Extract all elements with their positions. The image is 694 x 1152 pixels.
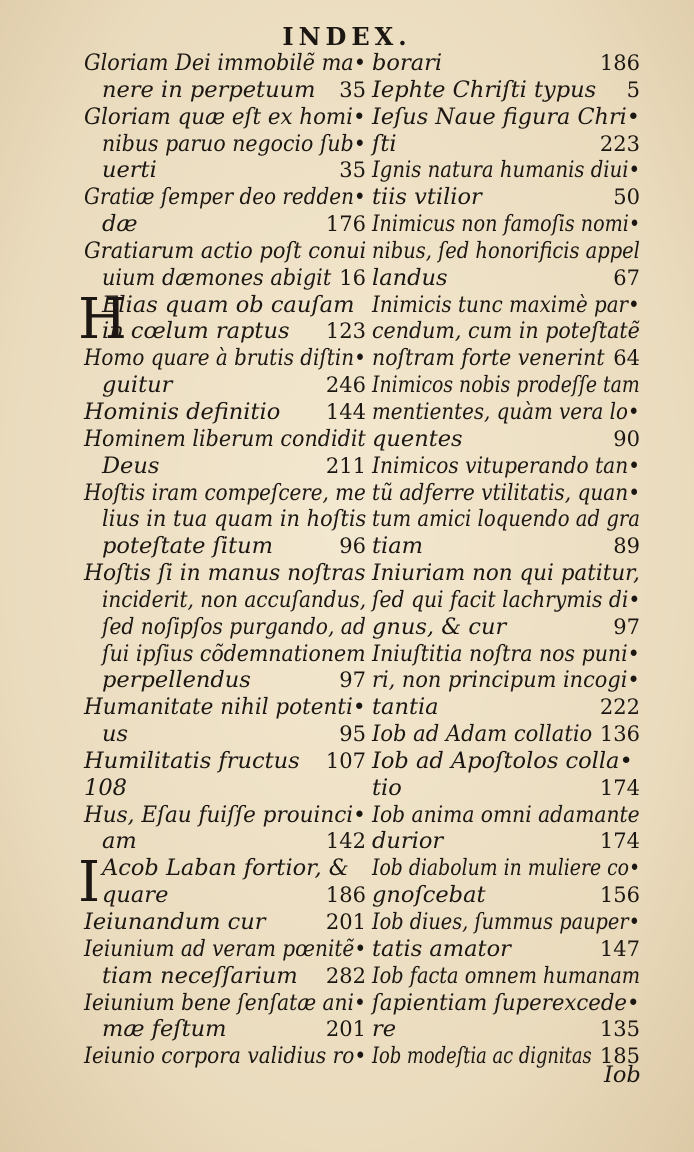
index-entry-text: Gloriam Dei immobilẽ ma• bbox=[84, 50, 366, 76]
index-line bbox=[372, 292, 640, 319]
index-entry-text: Elias quam ob cauſam bbox=[102, 291, 355, 318]
index-line bbox=[84, 318, 366, 345]
page-number: 142 bbox=[325, 829, 366, 854]
index-line bbox=[372, 184, 640, 211]
page-number: 96 bbox=[339, 534, 366, 559]
page-number: 123 bbox=[325, 319, 366, 344]
index-line bbox=[84, 345, 366, 372]
index-line bbox=[372, 614, 640, 641]
catchword: Iob bbox=[604, 1062, 641, 1088]
index-line bbox=[372, 828, 640, 855]
index-line bbox=[84, 614, 366, 641]
index-line bbox=[372, 345, 640, 372]
index-entry-text: gnoſcebat bbox=[372, 882, 486, 909]
index-entry-text: Gratiæ ſemper deo redden• bbox=[84, 184, 366, 211]
page-number: 135 bbox=[599, 1017, 640, 1042]
index-line bbox=[84, 157, 366, 184]
index-line bbox=[84, 372, 366, 399]
index-entry-text: Iniuriam non qui patitur, bbox=[372, 560, 640, 587]
index-entry-text: mæ feſtum bbox=[102, 1016, 227, 1043]
index-entry-text: am bbox=[102, 828, 137, 855]
index-line bbox=[84, 426, 366, 453]
index-entry-text: Gratiarum actio poſt conui bbox=[84, 237, 367, 264]
page-number: 16 bbox=[339, 265, 366, 290]
index-entry-text: lius in tua quam in hoſtis bbox=[102, 506, 367, 533]
index-line bbox=[372, 936, 640, 963]
index-entry-text: Gloriam quæ eſt ex homi• bbox=[84, 103, 366, 130]
index-line bbox=[84, 694, 366, 721]
index-line bbox=[372, 1043, 640, 1070]
index-entry-text: tatis amator bbox=[372, 935, 511, 962]
index-entry-text: us bbox=[102, 721, 129, 748]
index-entry-text: Ieiunio corpora validius ro• bbox=[84, 1043, 367, 1070]
index-line bbox=[372, 265, 640, 292]
index-entry-text: nere in perpetuum bbox=[102, 76, 316, 103]
index-entry-text: ſed noſipſos purgando, ad bbox=[102, 613, 366, 640]
page-number: 90 bbox=[613, 426, 640, 451]
index-line bbox=[84, 748, 366, 775]
page-number: 35 bbox=[339, 158, 366, 183]
index-line bbox=[372, 372, 640, 399]
index-line bbox=[84, 882, 366, 909]
index-entry-text: Iob anima omni adamante bbox=[372, 801, 640, 828]
index-entry-text: Ieiunium ad veram pœnitẽ• bbox=[84, 935, 367, 962]
index-entry-text: gnus, & cur bbox=[372, 613, 507, 640]
drop-capital: I bbox=[78, 850, 101, 916]
index-line bbox=[372, 77, 640, 104]
index-line bbox=[372, 721, 640, 748]
index-entry-text: mentientes, quàm vera lo• bbox=[372, 398, 640, 425]
index-line bbox=[84, 587, 366, 614]
index-entry-text: quentes bbox=[372, 425, 463, 452]
index-line bbox=[84, 828, 366, 855]
index-entry-text: ſed qui facit lachrymis di• bbox=[372, 586, 641, 613]
index-entry-text: tũ adferre vtilitatis, quan• bbox=[372, 479, 641, 506]
index-entry-text: ri, non principum incogi• bbox=[372, 667, 640, 694]
index-entry-text: Iob modeſtia ac dignitas bbox=[372, 1043, 592, 1070]
index-entry-text: Iob diabolum in muliere co• bbox=[372, 855, 641, 882]
index-line bbox=[372, 533, 640, 560]
page-number: 211 bbox=[325, 453, 366, 478]
index-line bbox=[84, 667, 366, 694]
index-entry-text: re bbox=[372, 1016, 397, 1043]
index-line bbox=[372, 775, 640, 802]
index-entry-text: Hoſtis ſi in manus noſtras bbox=[84, 560, 366, 587]
page-number: 107 bbox=[325, 748, 366, 773]
index-line bbox=[84, 963, 366, 990]
page-number: 223 bbox=[599, 131, 640, 156]
index-entry-text: Iniuſtitia noſtra nos puni• bbox=[372, 640, 640, 667]
index-line bbox=[372, 909, 640, 936]
index-entry-text: Humilitatis fructus bbox=[84, 747, 300, 774]
index-line bbox=[372, 238, 640, 265]
page-number: 174 bbox=[599, 775, 640, 800]
index-line bbox=[372, 748, 640, 775]
index-entry-text: durior bbox=[372, 828, 444, 855]
index-line bbox=[372, 963, 640, 990]
index-line bbox=[84, 909, 366, 936]
index-entry-text: perpellendus bbox=[102, 667, 251, 694]
index-line bbox=[84, 399, 366, 426]
index-entry-text: guitur bbox=[102, 372, 173, 399]
index-entry-text: Inimicus non famoſis nomi• bbox=[372, 211, 641, 238]
drop-capital: H bbox=[78, 286, 127, 352]
index-entry-text: tantia bbox=[372, 694, 439, 721]
index-line bbox=[84, 533, 366, 560]
page-number: 64 bbox=[613, 346, 640, 371]
index-entry-text: inciderit, non accuſandus, bbox=[102, 586, 367, 613]
index-entry-text: in cœlum raptus bbox=[102, 318, 290, 345]
page-number: 50 bbox=[613, 185, 640, 210]
index-line bbox=[372, 560, 640, 587]
page-number: 144 bbox=[325, 399, 366, 424]
page-number: 174 bbox=[599, 829, 640, 854]
index-line bbox=[84, 1043, 366, 1070]
index-entry-text: Ieiunandum cur bbox=[84, 909, 266, 935]
page-number: 97 bbox=[613, 614, 640, 639]
page-number: 136 bbox=[599, 722, 640, 747]
page-number: 97 bbox=[339, 668, 366, 693]
index-line bbox=[372, 641, 640, 668]
index-entry-text: tio bbox=[372, 774, 402, 801]
index-entry-text: Iob ad Adam collatio bbox=[372, 721, 593, 748]
page-number: 89 bbox=[613, 534, 640, 559]
page-number: 176 bbox=[325, 212, 366, 237]
index-entry-text: Inimicos vituperando tan• bbox=[372, 452, 641, 479]
index-line bbox=[372, 480, 640, 507]
index-line bbox=[84, 238, 366, 265]
index-line bbox=[372, 855, 640, 882]
index-entry-text: landus bbox=[372, 264, 448, 291]
index-line bbox=[84, 721, 366, 748]
index-line bbox=[84, 184, 366, 211]
page-number: 5 bbox=[626, 77, 640, 102]
page-number: 95 bbox=[339, 722, 366, 747]
index-entry-text: Inimicos nobis prodeſſe tam bbox=[372, 372, 640, 399]
index-line bbox=[372, 802, 640, 829]
index-line bbox=[84, 990, 366, 1017]
page-number: 246 bbox=[325, 373, 366, 398]
index-line bbox=[372, 399, 640, 426]
index-entry-text: Iob facta omnem humanam bbox=[372, 962, 641, 989]
page-number: 186 bbox=[325, 883, 366, 908]
index-line bbox=[84, 506, 366, 533]
index-entry-text: Ignis natura humanis diui• bbox=[372, 157, 641, 184]
page-header: INDEX. bbox=[282, 22, 412, 51]
index-line bbox=[372, 694, 640, 721]
index-entry-text: Hominem liberum condidit bbox=[84, 425, 366, 452]
index-line bbox=[84, 936, 366, 963]
index-entry-text: uerti bbox=[102, 157, 157, 184]
index-line bbox=[372, 426, 640, 453]
index-line bbox=[84, 560, 366, 587]
index-line bbox=[84, 211, 366, 238]
index-line bbox=[372, 318, 640, 345]
index-entry-text: Iob ad Apoſtolos colla• bbox=[372, 747, 633, 774]
index-entry-text: Hominis definitio bbox=[84, 398, 281, 425]
index-entry-text: uium dæmones abigit bbox=[102, 264, 332, 291]
index-entry-text: Iob diues, ſummus pauper• bbox=[372, 909, 640, 935]
index-entry-text: tum amici loquendo ad gra bbox=[372, 506, 641, 533]
index-line bbox=[372, 157, 640, 184]
index-entry-text: ſui ipſius cõdemnationem bbox=[102, 640, 366, 667]
index-column-right bbox=[372, 50, 640, 1070]
index-line bbox=[84, 1016, 366, 1043]
index-line bbox=[372, 131, 640, 158]
page-number: 222 bbox=[599, 695, 640, 720]
index-line bbox=[372, 990, 640, 1017]
page-number: 185 bbox=[599, 1044, 640, 1069]
index-entry-text: Deus bbox=[102, 452, 160, 479]
page-number: 186 bbox=[599, 51, 640, 75]
index-entry-text: Inimicis tunc maximè par• bbox=[372, 291, 640, 318]
page-number: 201 bbox=[325, 910, 366, 934]
index-entry-text: tiam bbox=[372, 533, 423, 560]
index-entry-text: Iephte Chriſti typus bbox=[372, 76, 597, 103]
index-line bbox=[84, 641, 366, 668]
index-entry-text: nibus paruo negocio ſub• bbox=[102, 130, 366, 157]
index-entry-text: poteſtate ſitum bbox=[102, 533, 273, 560]
index-line bbox=[84, 77, 366, 104]
index-line bbox=[84, 480, 366, 507]
page-number: 67 bbox=[613, 265, 640, 290]
index-entry-text: dæ bbox=[102, 211, 138, 238]
index-column-left bbox=[78, 50, 367, 1070]
index-line bbox=[372, 667, 640, 694]
index-entry-text: Ieſus Naue figura Chri• bbox=[372, 103, 640, 130]
page-number: 35 bbox=[339, 77, 366, 102]
index-entry-text: Humanitate nihil potenti• bbox=[84, 694, 366, 721]
index-line bbox=[84, 104, 366, 131]
index-entry-text: tiis vtilior bbox=[372, 184, 482, 211]
index-line bbox=[84, 131, 366, 158]
index-entry-text: borari bbox=[372, 50, 443, 76]
index-line bbox=[372, 50, 640, 77]
index-line bbox=[372, 1016, 640, 1043]
index-line bbox=[372, 882, 640, 909]
index-line bbox=[372, 453, 640, 480]
index-entry-text: Acob Laban fortior, & bbox=[102, 855, 349, 882]
index-entry-text: Homo quare à brutis diſtin• bbox=[84, 345, 366, 372]
index-line bbox=[372, 587, 640, 614]
index-entry-text: noſtram forte venerint bbox=[372, 345, 605, 372]
index-entry-text: Ieiunium bene ſenſatæ ani• bbox=[84, 989, 366, 1016]
index-entry-text: 108 bbox=[84, 774, 127, 801]
index-line bbox=[84, 802, 366, 829]
index-line bbox=[372, 506, 640, 533]
index-entry-text: ſapientiam ſuperexcede• bbox=[372, 989, 640, 1016]
index-entry-text: quare bbox=[102, 882, 169, 909]
index-line bbox=[84, 775, 366, 802]
index-line bbox=[84, 50, 366, 77]
index-line bbox=[372, 104, 640, 131]
index-entry-text: Hus, Eſau fuiſſe prouinci• bbox=[84, 801, 366, 828]
index-line bbox=[372, 211, 640, 238]
index-entry-text: nibus, ſed honorificis appel bbox=[372, 237, 640, 264]
index-entry-text: tiam neceſſarium bbox=[102, 962, 298, 989]
page-number: 282 bbox=[325, 963, 366, 988]
page-number: 201 bbox=[325, 1017, 366, 1042]
index-entry-text: Hoſtis iram compeſcere, me bbox=[84, 479, 366, 506]
page-number: 147 bbox=[599, 936, 640, 961]
index-line bbox=[84, 453, 366, 480]
page-number: 156 bbox=[599, 883, 640, 908]
index-entry-text: cendum, cum in poteſtatẽ bbox=[372, 318, 640, 345]
index-entry-text: ſti bbox=[372, 130, 397, 157]
